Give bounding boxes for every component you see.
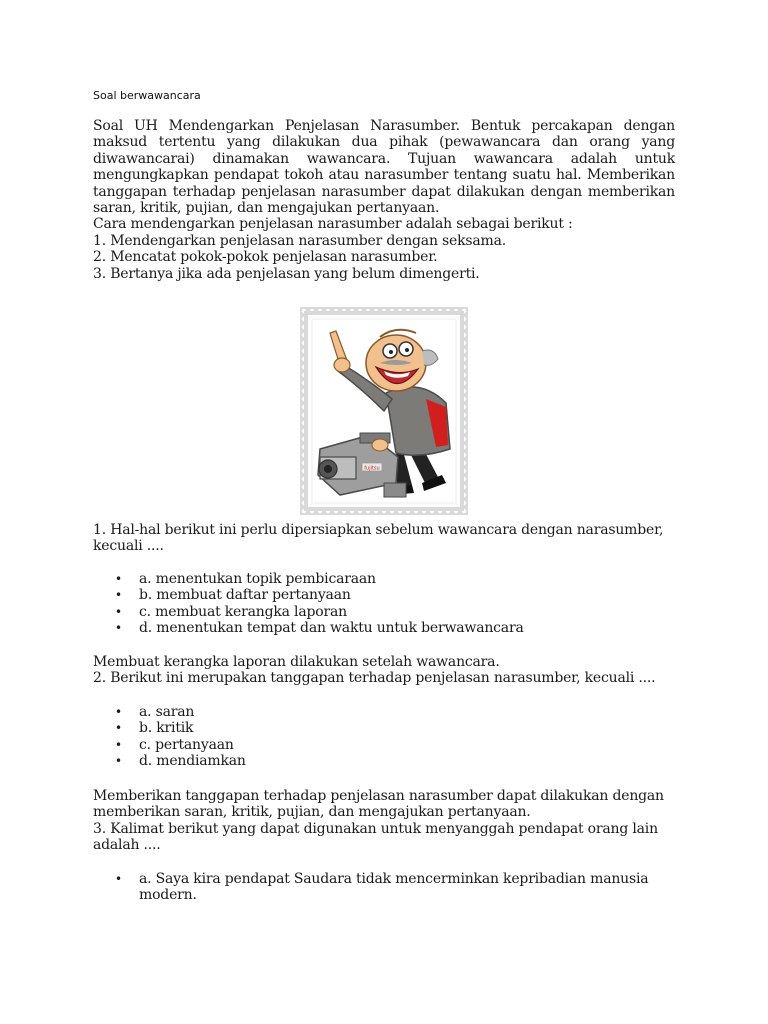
answer-explanation: Membuat kerangka laporan dilakukan setelah wawancara. bbox=[93, 654, 500, 670]
option-text: • a. Saya kira pendapat Saudara tidak mencerminkan kepribadian manusia bbox=[139, 871, 649, 887]
intro-line: saran, kritik, pujian, dan mengajukan pertanyaan. bbox=[93, 200, 440, 217]
option-item: • c. pertanyaan bbox=[115, 737, 675, 753]
intro-line: Soal UH Mendengarkan Penjelasan Narasumber. Bentuk percakapan dengan bbox=[93, 118, 675, 134]
question-text: 2. Berikut ini merupakan tanggapan terhadap penjelasan narasumber, kecuali .... bbox=[93, 670, 656, 687]
intro-line: maksud tertentu yang dilakukan dua pihak (pewawancara dan orang yang bbox=[93, 134, 675, 151]
q3-options-list bbox=[115, 871, 675, 904]
intro-line: tanggapan terhadap penjelasan narasumber dapat dilakukan dengan memberikan bbox=[93, 183, 675, 200]
option-item: • d. menentukan tempat dan waktu untuk berwawancara bbox=[115, 620, 675, 636]
option-item: • a. saran bbox=[115, 704, 675, 720]
question-text: kecuali .... bbox=[93, 538, 164, 555]
step-item: 2. Mencatat pokok-pokok penjelasan narasumber. bbox=[93, 249, 438, 266]
document-heading: Soal berwawancara bbox=[93, 89, 201, 102]
q1-options-list bbox=[115, 571, 675, 637]
question-text: adalah .... bbox=[93, 837, 161, 854]
question-1 bbox=[93, 522, 675, 555]
option-item: • b. membuat daftar pertanyaan bbox=[115, 587, 675, 603]
option-item: • d. mendiamkan bbox=[115, 753, 675, 769]
question-3-block bbox=[93, 788, 675, 854]
question-text: 3. Kalimat berikut yang dapat digunakan untuk menyanggah pendapat orang lain bbox=[93, 820, 658, 837]
answer-explanation: memberikan saran, kritik, pujian, dan mengajukan pertanyaan. bbox=[93, 804, 531, 821]
q2-options-list bbox=[115, 704, 675, 770]
question-text: 1. Hal-hal berikut ini perlu dipersiapkan sebelum wawancara dengan narasumber, bbox=[93, 522, 664, 538]
intro-paragraph bbox=[93, 118, 675, 282]
step-item: 1. Mendengarkan penjelasan narasumber dengan seksama. bbox=[93, 232, 506, 249]
intro-line: mengungkapkan pendapat tokoh atau narasumber tentang suatu hal. Memberikan bbox=[93, 167, 675, 184]
option-item bbox=[115, 871, 675, 904]
option-item: • a. menentukan topik pembicaraan bbox=[115, 571, 675, 587]
option-item: • c. membuat kerangka laporan bbox=[115, 604, 675, 620]
cara-title: Cara mendengarkan penjelasan narasumber adalah sebagai berikut : bbox=[93, 216, 573, 233]
option-item: • b. kritik bbox=[115, 720, 675, 736]
option-text: modern. bbox=[139, 887, 197, 904]
step-item: 3. Bertanya jika ada penjelasan yang belum dimengerti. bbox=[93, 265, 480, 282]
interviewer-cartoon-stamp-icon bbox=[300, 307, 468, 515]
intro-line: diwawancarai) dinamakan wawancara. Tujuan wawancara adalah untuk bbox=[93, 150, 675, 167]
question-2-block bbox=[93, 654, 675, 687]
answer-explanation: Memberikan tanggapan terhadap penjelasan narasumber dapat dilakukan dengan bbox=[93, 788, 664, 804]
camera-brand-label: fujitsu bbox=[364, 465, 380, 472]
